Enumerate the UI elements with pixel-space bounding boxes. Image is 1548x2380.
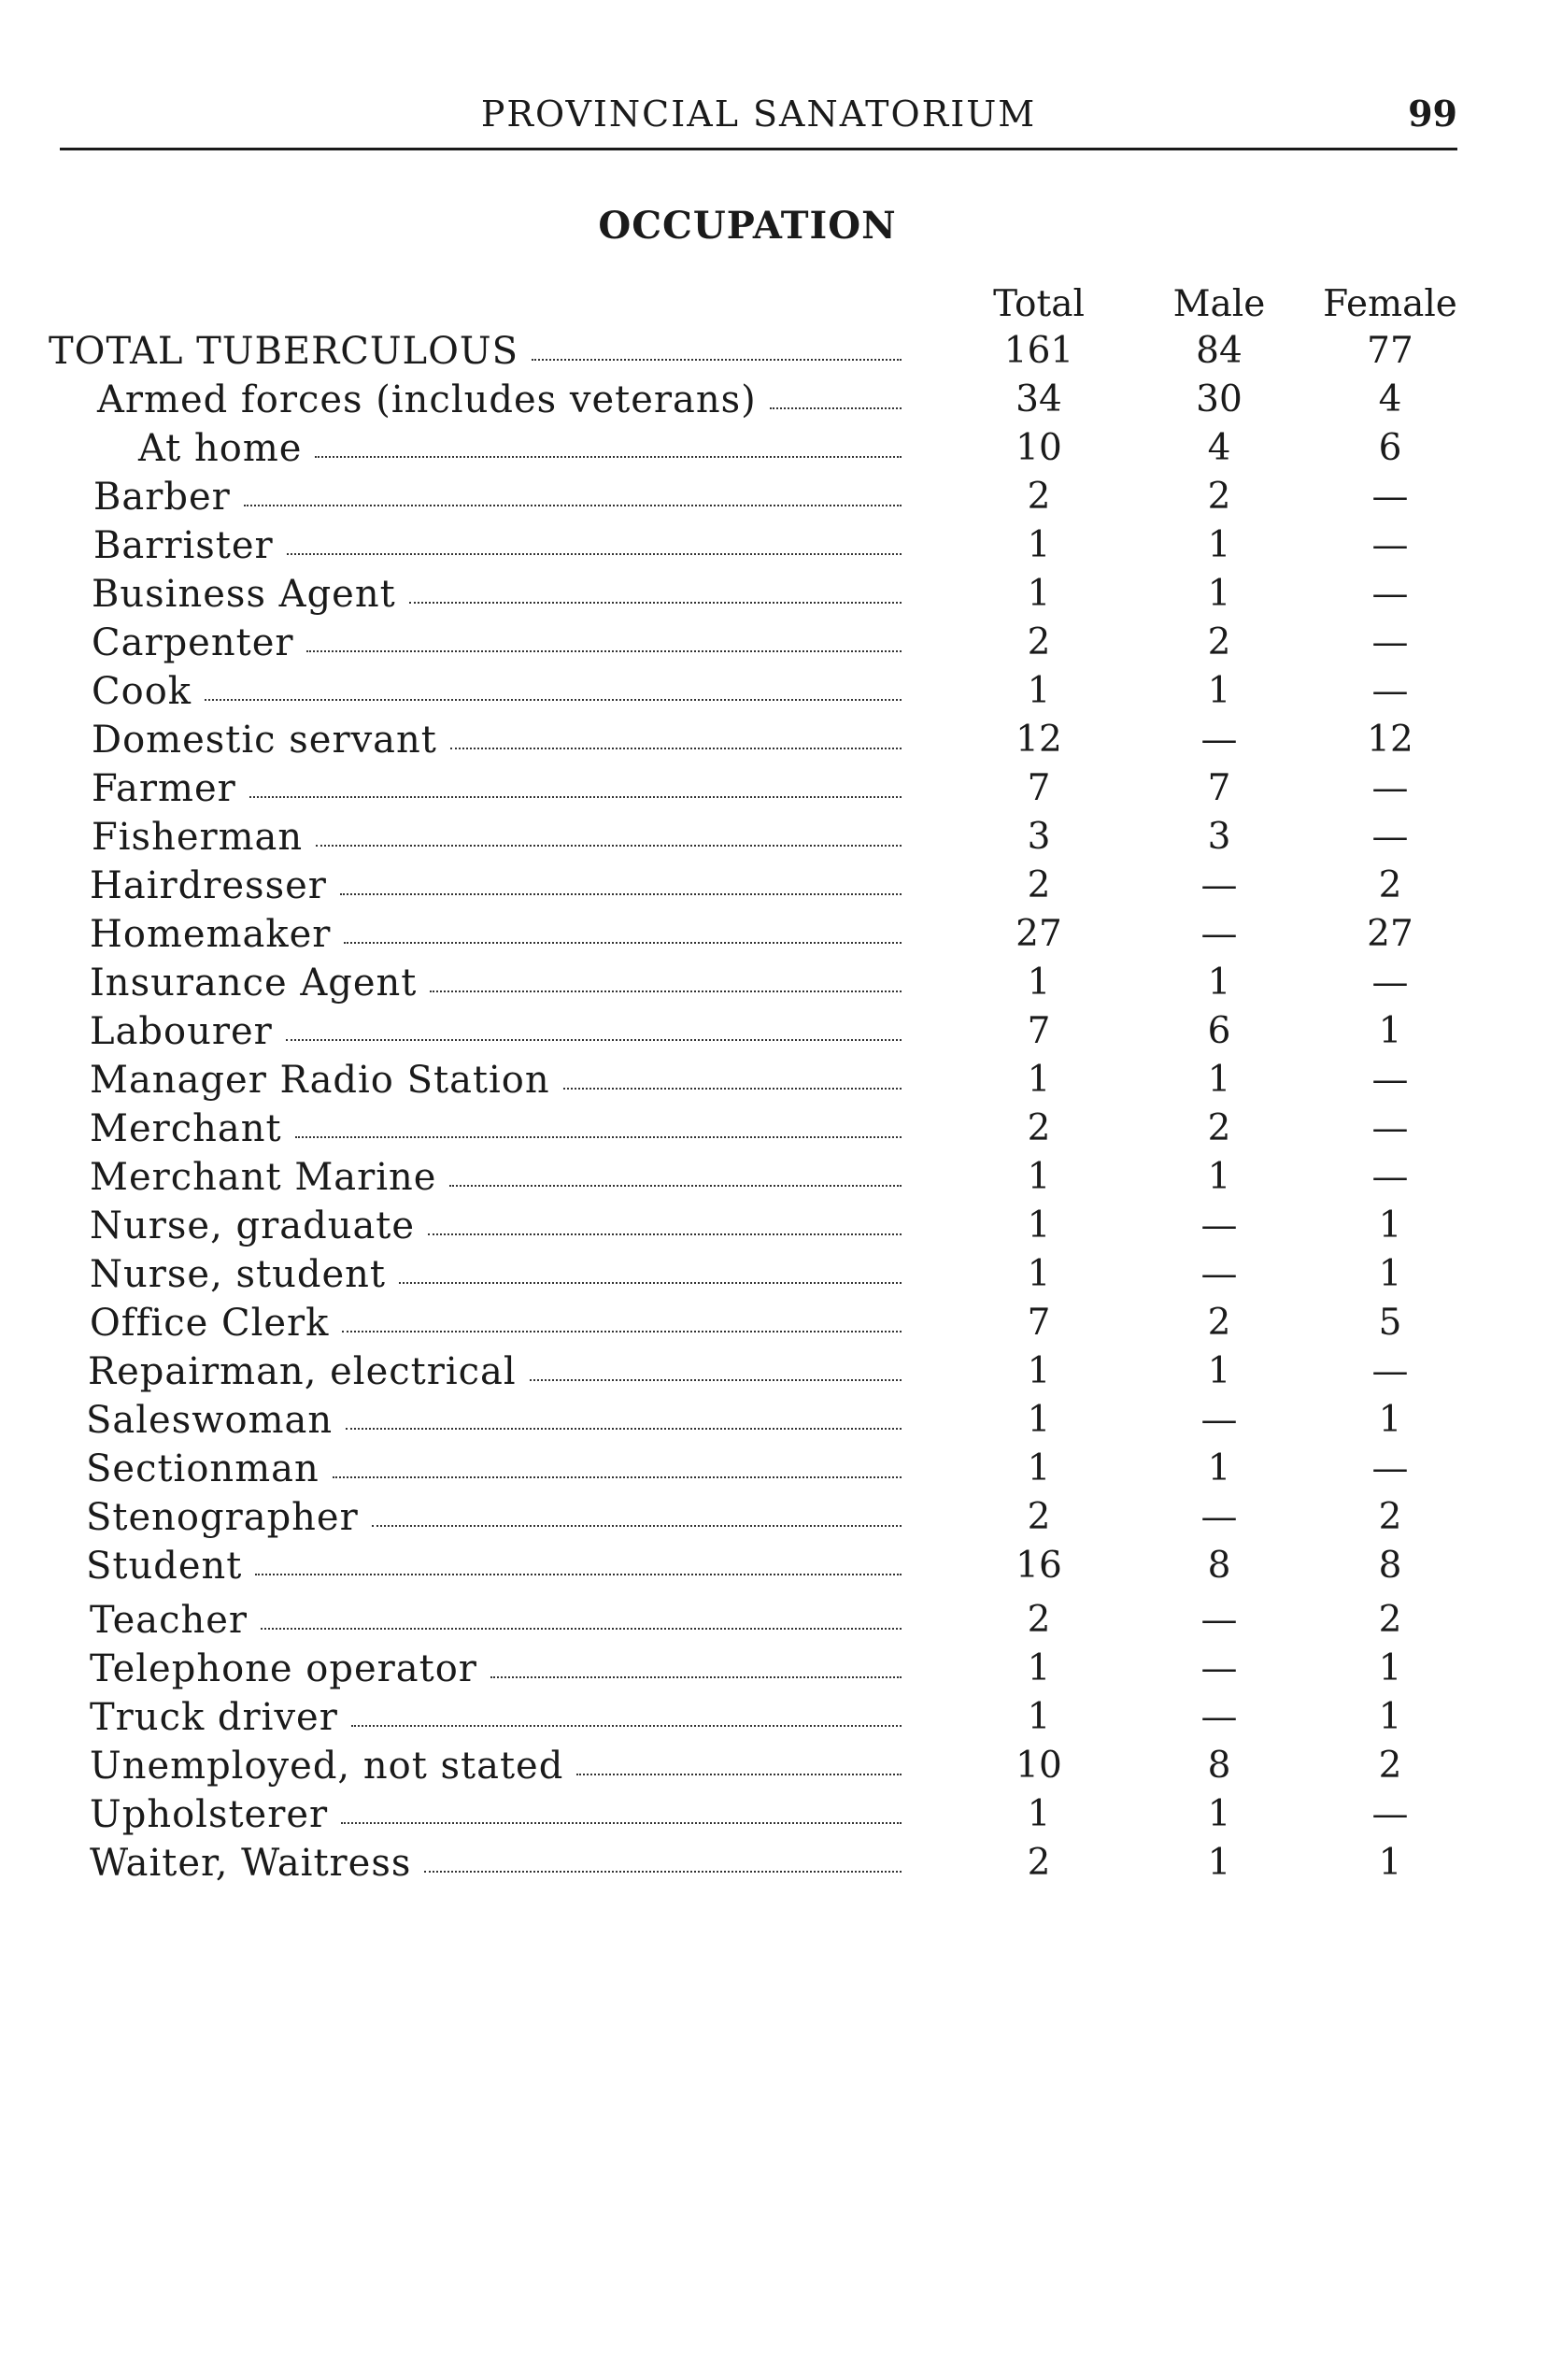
total-cell: 1 — [1027, 962, 1051, 1004]
female-cell: 2 — [1378, 1496, 1402, 1538]
row-label: Truck driver — [90, 1696, 338, 1739]
table-row — [0, 1153, 1548, 1202]
table-row — [0, 1742, 1548, 1790]
dot-leader — [286, 1039, 902, 1041]
total-cell: 2 — [1027, 1842, 1051, 1884]
table-row — [0, 862, 1548, 910]
male-cell: 1 — [1207, 1842, 1231, 1884]
total-cell: 2 — [1027, 476, 1051, 518]
dot-leader — [576, 1774, 902, 1775]
total-cell: 2 — [1027, 1496, 1051, 1538]
male-cell: 1 — [1207, 670, 1231, 712]
row-label: Domestic servant — [92, 719, 437, 762]
dot-leader — [306, 650, 902, 652]
male-cell: 1 — [1207, 573, 1231, 615]
female-cell: — — [1371, 962, 1409, 1004]
row-label: Nurse, graduate — [90, 1204, 416, 1247]
table-row — [0, 716, 1548, 764]
row-label: Barber — [93, 476, 231, 519]
row-label: Fisherman — [92, 816, 304, 859]
male-cell: 2 — [1207, 621, 1231, 663]
male-cell: 7 — [1207, 767, 1231, 809]
total-cell: 1 — [1027, 1647, 1051, 1689]
total-cell: 1 — [1027, 1204, 1051, 1247]
female-cell: — — [1371, 1447, 1409, 1489]
male-cell: 1 — [1207, 1350, 1231, 1392]
table-row — [0, 1493, 1548, 1542]
total-cell: 7 — [1027, 1010, 1051, 1052]
male-cell: 1 — [1207, 1793, 1231, 1835]
total-cell: 1 — [1027, 1350, 1051, 1392]
row-label: Hairdresser — [90, 864, 327, 907]
row-label: Merchant — [90, 1107, 282, 1150]
dot-leader — [372, 1525, 902, 1527]
total-cell: 1 — [1027, 1059, 1051, 1101]
female-cell: 1 — [1378, 1010, 1402, 1052]
dot-leader — [315, 456, 902, 458]
dot-leader — [449, 1185, 902, 1187]
male-cell: — — [1200, 719, 1238, 761]
male-cell: 1 — [1207, 524, 1231, 566]
dot-leader — [346, 1428, 902, 1430]
table-row — [0, 619, 1548, 667]
total-cell: 2 — [1027, 1599, 1051, 1641]
male-cell: 2 — [1207, 1302, 1231, 1344]
table-row — [0, 910, 1548, 959]
table-row — [0, 570, 1548, 619]
section-title: OCCUPATION — [598, 204, 897, 248]
table-row — [0, 1396, 1548, 1445]
column-header-total: Total — [993, 283, 1085, 325]
total-cell: 10 — [1015, 427, 1062, 469]
male-cell: — — [1200, 1253, 1238, 1295]
table-row — [0, 376, 1548, 424]
female-cell: 1 — [1378, 1842, 1402, 1884]
dot-leader — [249, 796, 902, 798]
total-cell: 1 — [1027, 1399, 1051, 1441]
table-row — [0, 1007, 1548, 1056]
row-label: Sectionman — [86, 1447, 320, 1490]
female-cell: — — [1371, 767, 1409, 809]
dot-leader — [340, 893, 902, 895]
table-row — [0, 813, 1548, 862]
table-row — [0, 1056, 1548, 1104]
column-header-female: Female — [1323, 283, 1457, 325]
total-cell: 27 — [1015, 913, 1062, 955]
total-cell: 1 — [1027, 1447, 1051, 1489]
male-cell: — — [1200, 1599, 1238, 1641]
male-cell: 2 — [1207, 476, 1231, 518]
total-cell: 7 — [1027, 767, 1051, 809]
male-cell: 1 — [1207, 1059, 1231, 1101]
total-cell: 1 — [1027, 670, 1051, 712]
male-cell: — — [1200, 864, 1238, 906]
table-row — [0, 1693, 1548, 1742]
male-cell: 84 — [1196, 330, 1243, 372]
female-cell: 2 — [1378, 864, 1402, 906]
female-cell: — — [1371, 670, 1409, 712]
male-cell: 1 — [1207, 1447, 1231, 1489]
male-cell: 4 — [1207, 427, 1231, 469]
female-cell: 4 — [1378, 378, 1402, 420]
table-row — [0, 1104, 1548, 1153]
row-label: Teacher — [90, 1599, 249, 1642]
row-label: Nurse, student — [90, 1253, 386, 1296]
dot-leader — [532, 359, 902, 361]
row-label: Unemployed, not stated — [90, 1745, 564, 1788]
female-cell: 2 — [1378, 1745, 1402, 1787]
total-cell: 1 — [1027, 524, 1051, 566]
male-cell: 8 — [1207, 1745, 1231, 1787]
male-cell: 30 — [1196, 378, 1243, 420]
total-cell: 1 — [1027, 1253, 1051, 1295]
dot-leader — [287, 553, 902, 555]
row-label: Saleswoman — [86, 1399, 334, 1442]
male-cell: — — [1200, 1399, 1238, 1441]
total-cell: 1 — [1027, 1696, 1051, 1738]
page-header — [60, 86, 1457, 150]
row-label: Cook — [92, 670, 192, 713]
female-cell: — — [1371, 816, 1409, 858]
dot-leader — [450, 748, 902, 749]
dot-leader — [333, 1476, 902, 1478]
total-cell: 1 — [1027, 1793, 1051, 1835]
female-cell: — — [1371, 1156, 1409, 1198]
row-label: Repairman, electrical — [88, 1350, 517, 1393]
female-cell: 1 — [1378, 1204, 1402, 1247]
total-cell: 2 — [1027, 621, 1051, 663]
total-cell: 10 — [1015, 1745, 1062, 1787]
dot-leader — [530, 1379, 902, 1381]
male-cell: 3 — [1207, 816, 1231, 858]
column-header-male: Male — [1172, 283, 1266, 325]
row-label: At home — [138, 427, 303, 470]
male-cell: — — [1200, 1204, 1238, 1247]
table-row — [0, 521, 1548, 570]
dot-leader — [409, 602, 902, 604]
total-cell: 1 — [1027, 1156, 1051, 1198]
table-row — [0, 764, 1548, 813]
female-cell: 6 — [1378, 427, 1402, 469]
total-cell: 7 — [1027, 1302, 1051, 1344]
table-row — [0, 1542, 1548, 1590]
page-number: 99 — [1408, 93, 1457, 135]
row-label: Telephone operator — [90, 1647, 477, 1690]
male-cell: 6 — [1207, 1010, 1231, 1052]
dot-leader — [295, 1136, 902, 1138]
row-label: Barrister — [93, 524, 274, 567]
dot-leader — [563, 1088, 902, 1090]
dot-leader — [341, 1822, 902, 1824]
table-row — [0, 1596, 1548, 1645]
row-label: TOTAL TUBERCULOUS — [49, 330, 519, 373]
dot-leader — [342, 1331, 902, 1333]
dot-leader — [255, 1574, 902, 1575]
female-cell: 12 — [1367, 719, 1413, 761]
male-cell: — — [1200, 1647, 1238, 1689]
row-label: Labourer — [90, 1010, 273, 1053]
dot-leader — [424, 1871, 902, 1873]
female-cell: 8 — [1378, 1545, 1402, 1587]
female-cell: — — [1371, 1793, 1409, 1835]
total-cell: 34 — [1015, 378, 1062, 420]
table-row — [0, 1299, 1548, 1347]
female-cell: 27 — [1367, 913, 1413, 955]
female-cell: 1 — [1378, 1399, 1402, 1441]
table-row — [0, 1445, 1548, 1493]
dot-leader — [344, 942, 902, 944]
female-cell: — — [1371, 573, 1409, 615]
dot-leader — [428, 1233, 902, 1235]
row-label: Manager Radio Station — [90, 1059, 550, 1102]
female-cell: — — [1371, 524, 1409, 566]
total-row — [0, 327, 1548, 376]
table-row — [0, 1347, 1548, 1396]
row-label: Homemaker — [90, 913, 332, 956]
row-label: Merchant Marine — [90, 1156, 437, 1199]
male-cell: — — [1200, 1696, 1238, 1738]
table-row — [0, 1645, 1548, 1693]
row-label: Waiter, Waitress — [90, 1842, 412, 1885]
table-row — [0, 1250, 1548, 1299]
male-cell: 8 — [1207, 1545, 1231, 1587]
table-row — [0, 1202, 1548, 1250]
row-label: Carpenter — [92, 621, 294, 664]
dot-leader — [316, 845, 902, 847]
dot-leader — [205, 699, 902, 701]
row-label: Stenographer — [86, 1496, 359, 1539]
female-cell: — — [1371, 1350, 1409, 1392]
male-cell: 1 — [1207, 1156, 1231, 1198]
male-cell: — — [1200, 913, 1238, 955]
total-cell: 2 — [1027, 1107, 1051, 1149]
table-row — [0, 473, 1548, 521]
total-cell: 12 — [1015, 719, 1062, 761]
table-row — [0, 1839, 1548, 1888]
dot-leader — [244, 505, 902, 506]
table-row — [0, 424, 1548, 473]
row-label: Armed forces (includes veterans) — [97, 378, 757, 421]
male-cell: 1 — [1207, 962, 1231, 1004]
row-label: Farmer — [92, 767, 236, 810]
female-cell: 1 — [1378, 1647, 1402, 1689]
female-cell: 77 — [1367, 330, 1413, 372]
total-cell: 3 — [1027, 816, 1051, 858]
female-cell: — — [1371, 1107, 1409, 1149]
female-cell: — — [1371, 476, 1409, 518]
dot-leader — [351, 1725, 902, 1727]
male-cell: — — [1200, 1496, 1238, 1538]
total-cell: 161 — [1003, 330, 1074, 372]
female-cell: 2 — [1378, 1599, 1402, 1641]
female-cell: 1 — [1378, 1696, 1402, 1738]
dot-leader — [261, 1628, 902, 1630]
row-label: Business Agent — [92, 573, 396, 616]
table-row — [0, 1790, 1548, 1839]
row-label: Insurance Agent — [90, 962, 418, 1005]
row-label: Upholsterer — [90, 1793, 329, 1836]
table-row — [0, 667, 1548, 716]
dot-leader — [490, 1676, 902, 1678]
total-cell: 16 — [1015, 1545, 1062, 1587]
dot-leader — [770, 407, 902, 409]
total-cell: 1 — [1027, 573, 1051, 615]
female-cell: — — [1371, 621, 1409, 663]
dot-leader — [430, 990, 902, 992]
row-label: Student — [86, 1545, 243, 1588]
running-title: PROVINCIAL SANATORIUM — [480, 93, 1037, 135]
row-label: Office Clerk — [90, 1302, 330, 1345]
female-cell: 1 — [1378, 1253, 1402, 1295]
female-cell: 5 — [1378, 1302, 1402, 1344]
female-cell: — — [1371, 1059, 1409, 1101]
table-row — [0, 959, 1548, 1007]
total-cell: 2 — [1027, 864, 1051, 906]
male-cell: 2 — [1207, 1107, 1231, 1149]
dot-leader — [399, 1282, 902, 1284]
